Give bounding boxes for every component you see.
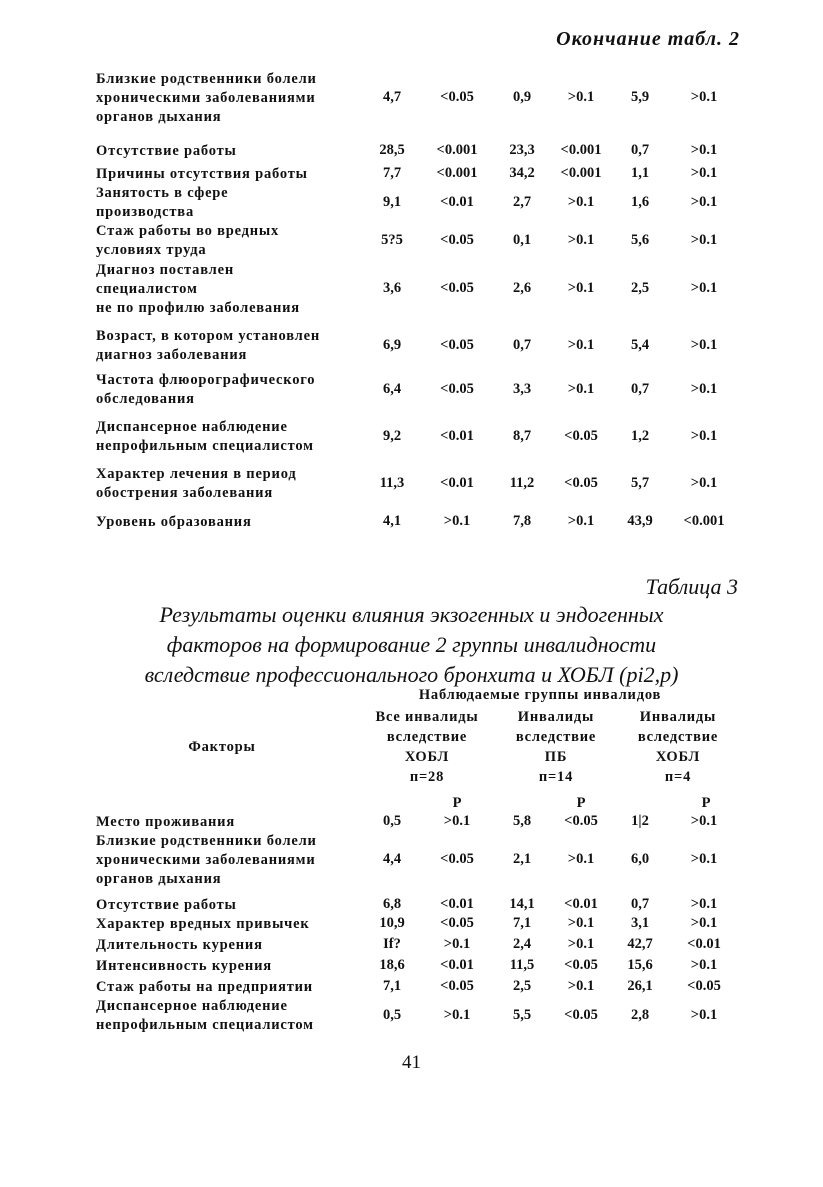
group-header-line: вследствие: [515, 729, 597, 745]
cell-value: >0.1: [690, 427, 718, 444]
group-header-line: Инвалиды: [639, 709, 717, 725]
cell-value: 5,4: [630, 336, 650, 353]
cell-value: >0.1: [567, 336, 595, 353]
cell-value: 0,7: [512, 336, 532, 353]
cell-value: 15,6: [627, 957, 653, 973]
cell-value: 1,1: [630, 165, 650, 181]
row-label: [96, 261, 300, 318]
row-label-line: Длительность курения: [96, 937, 263, 953]
cell-value: 9,2: [382, 427, 402, 444]
cell-value: >0.1: [567, 280, 595, 296]
cell-value: 2,5: [630, 280, 650, 296]
group-header-line: вследствие: [386, 729, 468, 745]
row-label: [96, 465, 296, 503]
cell-value: 42,7: [627, 936, 653, 952]
cell-value: 0,1: [512, 231, 532, 248]
row-label: [96, 957, 272, 976]
cell-value: >0.1: [443, 936, 471, 952]
cell-value: >0.1: [690, 474, 718, 491]
table-3-title-line: факторов на формирование 2 группы инвалидности: [166, 632, 657, 657]
group-header-pb: [516, 707, 596, 787]
cell-value: <0.01: [440, 474, 474, 491]
cell-value: <0.05: [564, 474, 598, 491]
cell-value: >0.1: [567, 851, 595, 867]
group-header-line: ПБ: [544, 749, 568, 765]
row-label-line: Диспансерное наблюдение: [96, 998, 288, 1014]
row-label-line: Диспансерное наблюдение: [96, 419, 288, 435]
cell-value: >0.1: [690, 280, 718, 296]
cell-value: 7,1: [382, 978, 402, 994]
cell-value: <0.05: [687, 978, 721, 994]
cell-value: >0.1: [690, 193, 718, 210]
cell-value: <0.05: [564, 427, 598, 444]
row-label: [96, 142, 237, 161]
row-label: [96, 418, 314, 456]
row-label-line: Частота флюорографического: [96, 372, 316, 388]
cell-value: >0.1: [690, 165, 718, 181]
cell-value: >0.1: [690, 231, 718, 248]
cell-value: 5,7: [630, 474, 650, 491]
cell-value: 6,9: [382, 336, 402, 353]
row-label: [96, 832, 317, 889]
row-label-line: непрофильным специалистом: [96, 438, 314, 454]
cell-value: 11,5: [509, 957, 535, 973]
observed-groups-header: Наблюдаемые группы инвалидов: [418, 687, 662, 703]
row-label-line: Близкие родственники болели: [96, 833, 317, 849]
row-label: [96, 371, 315, 409]
row-label-line: Уровень образования: [96, 514, 252, 530]
cell-value: <0.01: [687, 936, 721, 952]
row-label-line: Характер лечения в период: [96, 466, 297, 482]
row-label-line: Стаж работы во вредных: [96, 223, 280, 239]
cell-value: 2,4: [512, 936, 532, 952]
row-label: [96, 896, 237, 915]
row-label-line: не по профилю заболевания: [96, 300, 300, 316]
row-label-line: Занятость в сфере: [96, 185, 229, 201]
group-header-line: п=14: [538, 769, 574, 785]
row-label: [96, 936, 263, 955]
cell-value: 23,3: [509, 142, 535, 158]
row-label-line: Стаж работы на предприятии: [96, 979, 313, 995]
cell-value: 3,3: [512, 380, 532, 397]
row-label-line: обследования: [96, 391, 195, 407]
cell-value: <0.01: [440, 193, 474, 210]
cell-value: 2,1: [512, 851, 532, 867]
group-header-line: п=4: [664, 769, 692, 785]
cell-value: 14,1: [509, 896, 535, 912]
cell-value: 26,1: [627, 978, 653, 994]
row-label: [96, 813, 235, 832]
cell-value: 0,7: [630, 380, 650, 397]
cell-value: 5,6: [630, 231, 650, 248]
row-label: [96, 513, 252, 532]
cell-value: 7,1: [512, 915, 532, 931]
row-label: [96, 327, 320, 365]
cell-value: 6,4: [382, 380, 402, 397]
cell-value: <0.001: [560, 142, 602, 158]
page-number: 41: [402, 1052, 421, 1073]
cell-value: 0,7: [630, 142, 650, 158]
row-label-line: Причины отсутствия работы: [96, 166, 308, 182]
cell-value: 0,5: [382, 813, 402, 829]
table-3-label: Таблица 3: [645, 574, 738, 599]
cell-value: 1,2: [630, 427, 650, 444]
cell-value: <0.001: [436, 142, 478, 158]
row-label: [96, 915, 310, 934]
cell-value: <0.05: [564, 1006, 598, 1023]
row-label-line: органов дыхания: [96, 871, 222, 887]
cell-value: 3,6: [382, 280, 402, 296]
cell-value: >0.1: [690, 89, 718, 105]
cell-value: <0.05: [564, 957, 598, 973]
row-label-line: хроническими заболеваниями: [96, 90, 316, 106]
p-header: Р: [452, 795, 462, 811]
row-label-line: Отсутствие работы: [96, 143, 237, 159]
row-label-line: Возраст, в котором установлен: [96, 328, 320, 344]
cell-value: <0.01: [440, 427, 474, 444]
continuation-label: Окончание табл. 2: [556, 28, 740, 50]
table-3-title: [0, 600, 823, 690]
cell-value: <0.05: [440, 231, 474, 248]
cell-value: >0.1: [567, 936, 595, 952]
cell-value: If?: [383, 936, 401, 952]
row-label-line: производства: [96, 204, 194, 220]
cell-value: 1|2: [631, 813, 649, 829]
row-label: [96, 184, 228, 222]
cell-value: >0.1: [567, 915, 595, 931]
cell-value: >0.1: [443, 1006, 471, 1023]
cell-value: >0.1: [443, 513, 471, 529]
cell-value: 6,8: [382, 896, 402, 912]
group-header-line: Все инвалиды: [375, 709, 479, 725]
cell-value: 1,6: [630, 193, 650, 210]
cell-value: 9,1: [382, 193, 402, 210]
row-label-line: Близкие родственники болели: [96, 71, 317, 87]
cell-value: <0.05: [440, 280, 474, 296]
table-3-title-line: Результаты оценки влияния экзогенных и эндогенных: [159, 602, 664, 627]
row-label-line: хроническими заболеваниями: [96, 852, 316, 868]
cell-value: 28,5: [379, 142, 405, 158]
row-label-line: обострения заболевания: [96, 485, 273, 501]
cell-value: 0,7: [630, 896, 650, 912]
row-label-line: условиях труда: [96, 242, 207, 258]
row-label: [96, 222, 279, 260]
cell-value: 7,7: [382, 165, 402, 181]
cell-value: 5,8: [512, 813, 532, 829]
cell-value: <0.05: [564, 813, 598, 829]
group-header-all-copd: [375, 707, 478, 787]
cell-value: >0.1: [690, 1006, 718, 1023]
cell-value: >0.1: [690, 957, 718, 973]
group-header-line: ХОБЛ: [404, 749, 450, 765]
row-label-line: непрофильным специалистом: [96, 1017, 314, 1033]
cell-value: 2,5: [512, 978, 532, 994]
row-label-line: Место проживания: [96, 814, 235, 830]
cell-value: >0.1: [690, 896, 718, 912]
cell-value: <0.01: [564, 896, 598, 912]
cell-value: >0.1: [567, 380, 595, 397]
cell-value: 11,3: [379, 474, 405, 491]
p-header: Р: [701, 795, 711, 811]
cell-value: >0.1: [567, 513, 595, 529]
p-header: Р: [576, 795, 586, 811]
cell-value: 4,4: [382, 851, 402, 867]
cell-value: 5,5: [512, 1006, 532, 1023]
cell-value: >0.1: [567, 193, 595, 210]
cell-value: 10,9: [379, 915, 405, 931]
factors-header: Факторы: [188, 739, 256, 755]
cell-value: >0.1: [690, 380, 718, 397]
cell-value: <0.001: [683, 513, 725, 529]
cell-value: 0,5: [382, 1006, 402, 1023]
cell-value: <0.05: [440, 336, 474, 353]
row-label-line: Диагноз поставлен: [96, 262, 234, 278]
cell-value: <0.05: [440, 851, 474, 867]
cell-value: 6,0: [630, 851, 650, 867]
cell-value: <0.05: [440, 380, 474, 397]
row-label-line: Интенсивность курения: [96, 958, 272, 974]
cell-value: 7,8: [512, 513, 532, 529]
cell-value: 3,1: [630, 915, 650, 931]
row-label-line: диагноз заболевания: [96, 347, 248, 363]
group-header-copd: [638, 707, 718, 787]
row-label-line: специалистом: [96, 281, 198, 297]
cell-value: 43,9: [627, 513, 653, 529]
cell-value: 2,7: [512, 193, 532, 210]
cell-value: 34,2: [509, 165, 535, 181]
cell-value: 11,2: [509, 474, 535, 491]
group-header-line: Инвалиды: [517, 709, 595, 725]
row-label-line: Характер вредных привычек: [96, 916, 310, 932]
group-header-line: ХОБЛ: [655, 749, 701, 765]
table-3-title-line: вследствие профессионального бронхита и ХОБЛ (pi2,p): [144, 662, 679, 687]
row-label-line: Отсутствие работы: [96, 897, 237, 913]
cell-value: 4,7: [382, 89, 402, 105]
cell-value: 8,7: [512, 427, 532, 444]
cell-value: <0.05: [440, 978, 474, 994]
cell-value: <0.01: [440, 896, 474, 912]
cell-value: >0.1: [567, 978, 595, 994]
cell-value: >0.1: [690, 813, 718, 829]
cell-value: <0.001: [560, 165, 602, 181]
cell-value: >0.1: [443, 813, 471, 829]
row-label: [96, 978, 313, 997]
cell-value: 2,6: [512, 280, 532, 296]
group-header-line: вследствие: [637, 729, 719, 745]
cell-value: 2,8: [630, 1006, 650, 1023]
cell-value: <0.05: [440, 915, 474, 931]
cell-value: >0.1: [690, 915, 718, 931]
cell-value: <0.001: [436, 165, 478, 181]
row-label: [96, 997, 314, 1035]
row-label: [96, 165, 308, 184]
cell-value: 18,6: [379, 957, 405, 973]
cell-value: 0,9: [512, 89, 532, 105]
cell-value: 5?5: [381, 231, 403, 248]
cell-value: >0.1: [690, 851, 718, 867]
cell-value: <0.05: [440, 89, 474, 105]
cell-value: <0.01: [440, 957, 474, 973]
row-label: [96, 70, 317, 127]
cell-value: >0.1: [567, 89, 595, 105]
cell-value: >0.1: [567, 231, 595, 248]
group-header-line: п=28: [409, 769, 445, 785]
cell-value: 4,1: [382, 513, 402, 529]
row-label-line: органов дыхания: [96, 109, 222, 125]
cell-value: >0.1: [690, 336, 718, 353]
cell-value: >0.1: [690, 142, 718, 158]
cell-value: 5,9: [630, 89, 650, 105]
